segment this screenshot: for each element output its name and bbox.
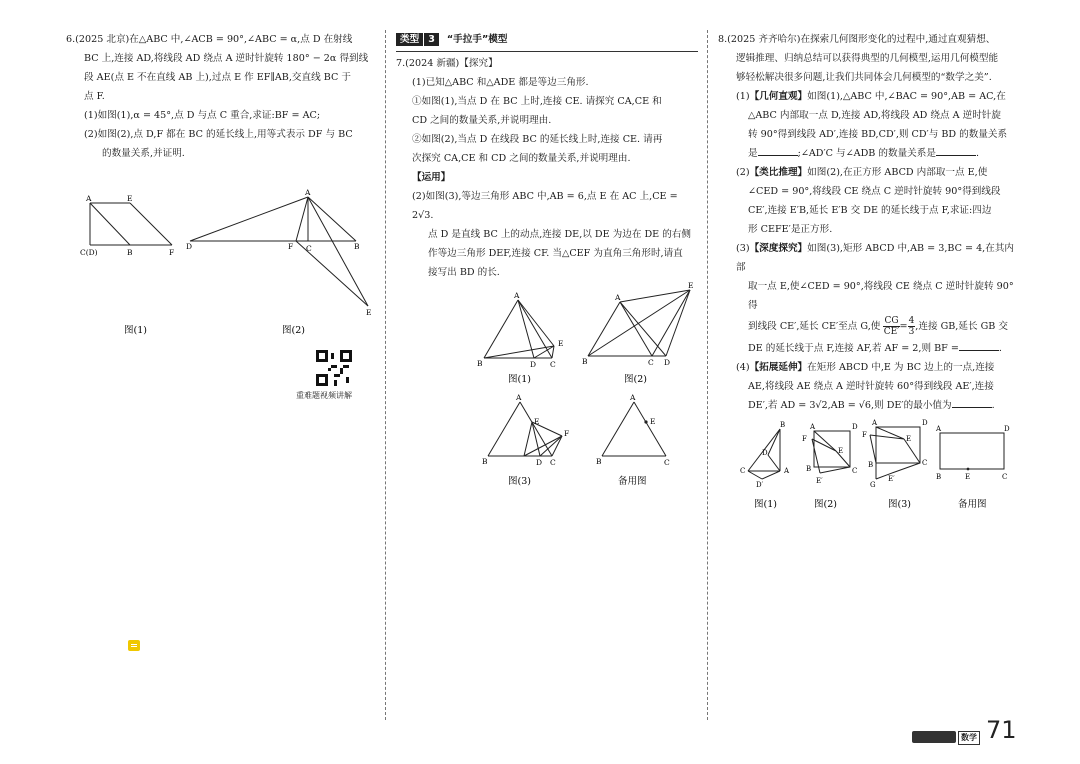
q7-case1-cont: CD 之间的数量关系,并说明理由. — [412, 115, 552, 126]
label-e: E — [366, 308, 372, 317]
q8-line: 够轻松解决很多问题,让我们共同体会几何模型的“数学之美”. — [736, 72, 992, 83]
label-cd: C(D) — [80, 248, 98, 257]
q8-p1: 如图(1),△ABC 中,∠BAC = 90°,AB = AC,在 — [807, 91, 1006, 102]
q8-p2-tag: 【类比推理】 — [749, 167, 808, 178]
label-b: B — [477, 359, 483, 368]
label-e: E — [688, 281, 694, 290]
label-c: C — [664, 458, 670, 467]
label-a: A — [630, 393, 636, 402]
label-c: C — [306, 244, 312, 253]
q8-p2-cont: ∠CED = 90°,将线段 CE 绕点 C 逆时针旋转 90°得到线段 — [748, 186, 1001, 197]
label-e: E — [906, 435, 912, 443]
note-icon[interactable] — [128, 640, 140, 651]
q8-figures — [718, 421, 1014, 517]
label-b: B — [482, 457, 488, 466]
point-e — [967, 468, 970, 471]
column-divider — [707, 30, 708, 720]
q8-p4-num: (4) — [736, 362, 750, 373]
q6-line: 点 F. — [84, 91, 105, 102]
label-f: F — [288, 242, 294, 251]
answer-blank[interactable] — [758, 145, 798, 156]
label-dprime: D′ — [756, 481, 764, 489]
q8-p3-cont: 到线段 CE′,延长 CE′至点 G,使 — [748, 321, 881, 332]
q8-p3-cont: ,连接 GB,延长 GB 交 — [915, 321, 1008, 332]
label-c: C — [922, 459, 928, 467]
q8-p1-cont: 是 — [748, 148, 758, 159]
q7-figure-1 — [484, 300, 554, 358]
q8-spare-figure — [940, 433, 1004, 469]
fraction — [883, 316, 899, 337]
qr-code-icon — [316, 350, 352, 386]
q7-fig3-caption: 图(3) — [508, 476, 531, 487]
q6-line: BC 上,连接 AD,将线段 AD 绕点 A 逆时针旋转 180° − 2α 得到线 — [84, 53, 369, 64]
label-a: A — [305, 188, 311, 197]
label-a: A — [936, 425, 942, 433]
q8-p3: 如图(3),矩形 ABCD 中,AB = 3,BC = 4,在其内部 — [736, 243, 1015, 273]
q7-part1: (1)已知△ABC 和△ADE 都是等边三角形. — [412, 77, 589, 88]
answer-blank[interactable] — [952, 397, 992, 408]
q8-p1-num: (1) — [736, 91, 750, 102]
q8-p1-end: . — [975, 148, 980, 159]
q6-line: 段 AE(点 E 不在直线 AB 上),过点 E 作 EF∥AB,交直线 BC 于 — [84, 72, 351, 83]
q8-p4: 在矩形 ABCD 中,E 为 BC 边上的一点,连接 — [807, 362, 995, 373]
q6-part2: (2)如图(2),点 D,F 都在 BC 的延长线上,用等式表示 DF 与 BC — [84, 129, 353, 140]
q8-p3-end: . — [998, 343, 1002, 354]
q7-case2: ②如图(2),当点 D 在线段 BC 的延长线上时,连接 CE. 请再 — [412, 134, 663, 145]
label-a: A — [516, 393, 522, 402]
q8-figure-2 — [812, 431, 850, 473]
label-a: A — [514, 291, 520, 300]
q7-part2-cont: 点 D 是直线 BC 上的动点,连接 DE,以 DE 为边在 DE 的右侧 — [428, 229, 691, 240]
q8-p3-cont: DE 的延长线于点 F,连接 AF,若 AF = 2,则 BF = — [748, 343, 959, 354]
label-d: D — [186, 242, 193, 251]
q8-fig3-caption: 图(3) — [888, 499, 911, 510]
label-a: A — [784, 467, 790, 475]
type-title: “手拉手”模型 — [446, 34, 508, 45]
q7-figure-3 — [488, 402, 562, 456]
label-a: A — [872, 419, 878, 427]
q7-fig1-caption: 图(1) — [508, 374, 531, 385]
q8-fig1-caption: 图(1) — [754, 499, 777, 510]
q8-figure-3 — [870, 427, 920, 479]
q6-figure-1 — [90, 203, 172, 245]
footer-subject: 数学 — [958, 731, 980, 745]
q6-line: 6.(2025 北京)在△ABC 中,∠ACB = 90°,∠ABC = α,点 D 在射线 — [66, 34, 353, 45]
label-a: A — [810, 423, 816, 431]
label-b: B — [596, 457, 602, 466]
q8-p1-cont: △ABC 内部取一点 D,连接 AD,将线段 AD 绕点 A 逆时针旋 — [748, 110, 1001, 121]
q7-head: 7.(2024 新疆)【探究】 — [396, 58, 498, 69]
q8-p4-tag: 【拓展延伸】 — [749, 362, 808, 373]
point-e — [644, 420, 647, 423]
fraction-den: CE′ — [883, 327, 900, 337]
label-d: D — [536, 458, 543, 467]
type-header — [396, 30, 698, 52]
q8-p1-tag: 【几何直观】 — [749, 91, 808, 102]
label-b: B — [868, 461, 874, 469]
label-d: D — [922, 419, 928, 427]
q8-spare-caption: 备用图 — [958, 499, 987, 510]
label-c: C — [852, 467, 858, 475]
label-b: B — [354, 242, 360, 251]
q8-p1-cont: ;∠AD′C 与∠ADB 的数量关系是 — [797, 148, 936, 159]
q7-figure-2 — [588, 290, 690, 356]
label-eprime: E′ — [816, 477, 823, 485]
q8-fig2-caption: 图(2) — [814, 499, 837, 510]
q8-p3-cont: 取一点 E,使∠CED = 90°,将线段 CE 绕点 C 逆时针旋转 90°得 — [748, 281, 1014, 311]
q7-apply: 【运用】 — [412, 172, 451, 183]
q7-spare-caption: 备用图 — [618, 476, 647, 487]
qr-caption: 重难题视频讲解 — [296, 391, 352, 400]
label-e: E — [650, 417, 656, 426]
q6-fig2-caption: 图(2) — [282, 325, 305, 336]
q6-fig1-caption: 图(1) — [124, 325, 147, 336]
q7-spare-figure — [602, 402, 666, 456]
q8-p2-cont: CE′,连接 E′B,延长 E′B 交 DE 的延长线于点 F,求证:四边 — [748, 205, 992, 216]
label-e: E — [965, 473, 971, 481]
label-f: F — [564, 429, 570, 438]
q6-part1: (1)如图(1),α = 45°,点 D 与点 C 重合,求证:BF = AC; — [84, 110, 321, 121]
label-a: A — [615, 293, 621, 302]
q7-part2-cont: 作等边三角形 DEF,连接 CF. 当△CEF 为直角三角形时,请直 — [428, 248, 683, 259]
label-d: D — [530, 360, 537, 369]
q8-p2-cont: 形 CEFE′是正方形. — [748, 224, 833, 235]
label-e: E — [127, 194, 133, 203]
q7-part2: (2)如图(3),等边三角形 ABC 中,AB = 6,点 E 在 AC 上,CE = 2√3. — [412, 191, 678, 221]
label-b: B — [127, 248, 133, 257]
label-e: E — [558, 339, 564, 348]
type-tag: 类型 — [396, 33, 423, 46]
q7-figures — [396, 281, 698, 500]
label-b: B — [780, 421, 786, 429]
label-b: B — [582, 357, 588, 366]
type-number: 3 — [424, 33, 439, 46]
q8-p2-num: (2) — [736, 167, 750, 178]
label-e: E — [534, 417, 540, 426]
q7-fig2-caption: 图(2) — [624, 374, 647, 385]
q8-p4-end: . — [991, 400, 995, 411]
label-c: C — [550, 458, 556, 467]
publisher-logo — [912, 731, 956, 743]
page-number: 71 — [986, 716, 1017, 744]
equals: = — [899, 321, 908, 332]
q6-figure-2 — [190, 197, 368, 306]
label-f: F — [862, 431, 867, 439]
q8-p4-cont: AE,将线段 AE 绕点 A 逆时针旋转 60°得到线段 AE′,连接 — [748, 381, 994, 392]
answer-blank[interactable] — [959, 340, 999, 351]
q6-part2-cont: 的数量关系,并证明. — [102, 148, 185, 159]
label-g: G — [870, 481, 876, 489]
q8-p3-num: (3) — [736, 243, 750, 254]
label-f: F — [802, 435, 807, 443]
q8-p4-cont: DE′,若 AD = 3√2,AB = √6,则 DE′的最小值为 — [748, 400, 952, 411]
q8-line: 逻辑推理、归纳总结可以获得典型的几何模型,运用几何模型能 — [736, 53, 999, 64]
q7-case2-cont: 次探究 CA,CE 和 CD 之间的数量关系,并说明理由. — [412, 153, 631, 164]
label-b: B — [806, 465, 812, 473]
label-c: C — [648, 358, 654, 367]
q8-p2: 如图(2),在正方形 ABCD 内部取一点 E,使 — [807, 167, 988, 178]
label-d: D — [1004, 425, 1010, 433]
question-6 — [66, 30, 378, 341]
label-d: D — [664, 358, 671, 367]
question-8 — [718, 30, 1014, 517]
q8-line: 8.(2025 齐齐哈尔)在探索几何图形变化的过程中,通过直观猜想、 — [718, 34, 996, 45]
answer-blank[interactable] — [936, 145, 976, 156]
label-d: D — [852, 423, 858, 431]
label-a: A — [86, 194, 92, 203]
q7-part2-cont: 接写出 BD 的长. — [428, 267, 500, 278]
fraction-num: 4 — [908, 316, 915, 326]
q6-figures — [66, 188, 378, 341]
label-c: C — [550, 360, 556, 369]
label-d: D — [762, 449, 768, 457]
fraction-num: CG — [884, 316, 899, 326]
q7-case1: ①如图(1),当点 D 在 BC 上时,连接 CE. 请探究 CA,CE 和 — [412, 96, 662, 107]
fraction-den: 3 — [908, 327, 915, 337]
label-f: F — [169, 248, 175, 257]
label-b: B — [936, 473, 942, 481]
q8-p1-cont: 转 90°得到线段 AD′,连接 BD,CD′,则 CD′与 BD 的数量关系 — [748, 129, 1008, 140]
q8-p3-tag: 【深度探究】 — [749, 243, 808, 254]
label-c: C — [1002, 473, 1008, 481]
column-divider — [385, 30, 386, 720]
label-c: C — [740, 467, 746, 475]
label-e: E — [838, 447, 844, 455]
label-eprime: E′ — [888, 475, 895, 483]
question-7 — [396, 30, 698, 500]
